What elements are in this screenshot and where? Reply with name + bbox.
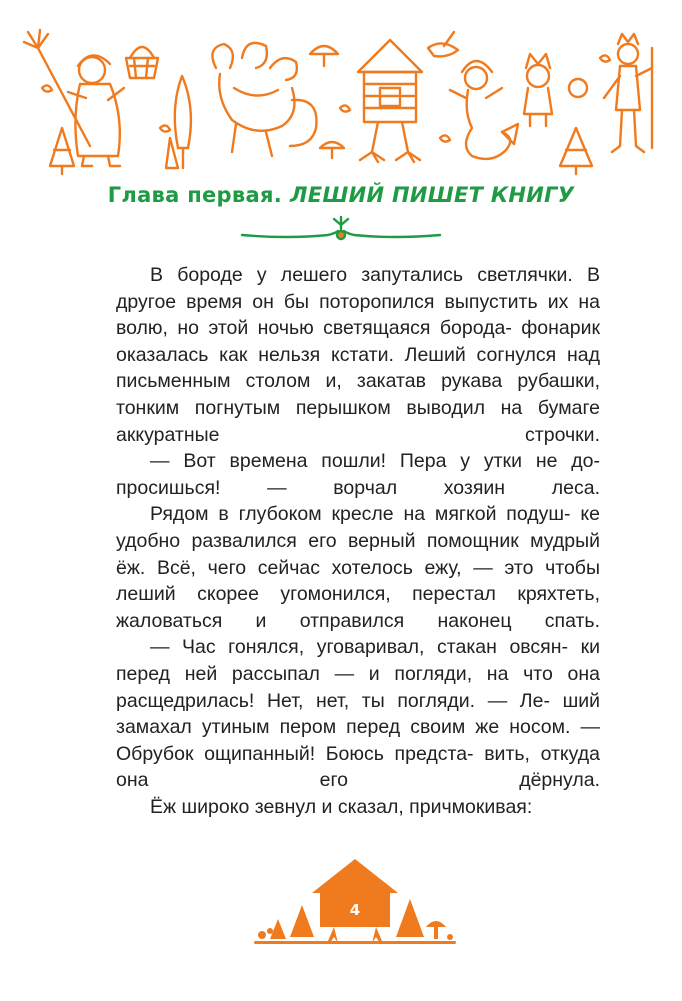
tree-icon <box>50 128 74 174</box>
paragraph: В бороде у лешего запутались светлячки. В другое время он бы поторопился выпустить их на волю, но этой ночью светящаяся борода- фонарик оказалась как нельзя кстати. Леший согнулся над письменным столом и, закатав рукава рубашки, тонким погнутым перышком выводил на бумаге аккуратные строчки. <box>116 264 601 446</box>
mushroom-icon <box>310 46 344 158</box>
bird-icon <box>428 32 458 56</box>
tree-icon <box>560 128 592 174</box>
paragraph: Ёж широко зевнул и сказал, причмокивая: <box>150 795 533 818</box>
dragon-icon <box>212 43 316 156</box>
header-illustration <box>20 28 662 178</box>
paragraph: — Вот времена пошли! Пера у утки не до- просишься! — ворчал хозяин леса. <box>116 450 600 499</box>
chapter-title: ЛЕШИЙ ПИШЕТ КНИГУ <box>290 183 575 207</box>
tree-icon <box>290 905 314 937</box>
hut-on-chicken-legs-icon <box>358 40 422 162</box>
mushroom-icon <box>426 921 446 939</box>
baba-yaga-icon <box>68 55 124 166</box>
basket-icon <box>126 47 158 78</box>
kolobok-icon <box>569 79 587 97</box>
cat-icon <box>524 54 552 126</box>
paragraph: Рядом в глубоком кресле на мягкой подуш- ке удобно развалился его верный помощник мудрый ёж. Всё, чего сейчас хотелось ежу, — это чтобы леший скорее угомонился, перестал кряхтеть, жаловаться и отправился наконец спать. <box>116 503 601 632</box>
tree-icon <box>270 919 286 939</box>
koschei-icon <box>604 34 652 152</box>
tree-icon <box>166 76 191 168</box>
berry-icon <box>258 931 266 939</box>
story-body <box>116 262 600 820</box>
page-number: 4 <box>349 901 361 919</box>
paragraph: — Час гонялся, уговаривал, стакан овсян- ки перед ней рассыпал — и погляди, на что она расщедрилась! Нет, нет, ты погляди. — Ле- ший замахал утиным пером перед своим же носом. — Обрубок ощипанный! Боюсь предста- вить, откуда она его дёрнула. <box>116 636 600 792</box>
mermaid-icon <box>450 61 518 159</box>
chapter-heading <box>0 183 682 207</box>
tree-icon <box>396 899 424 937</box>
chapter-label: Глава первая. <box>107 183 283 207</box>
flourish-divider-icon <box>238 213 444 247</box>
footer-illustration <box>250 855 460 945</box>
